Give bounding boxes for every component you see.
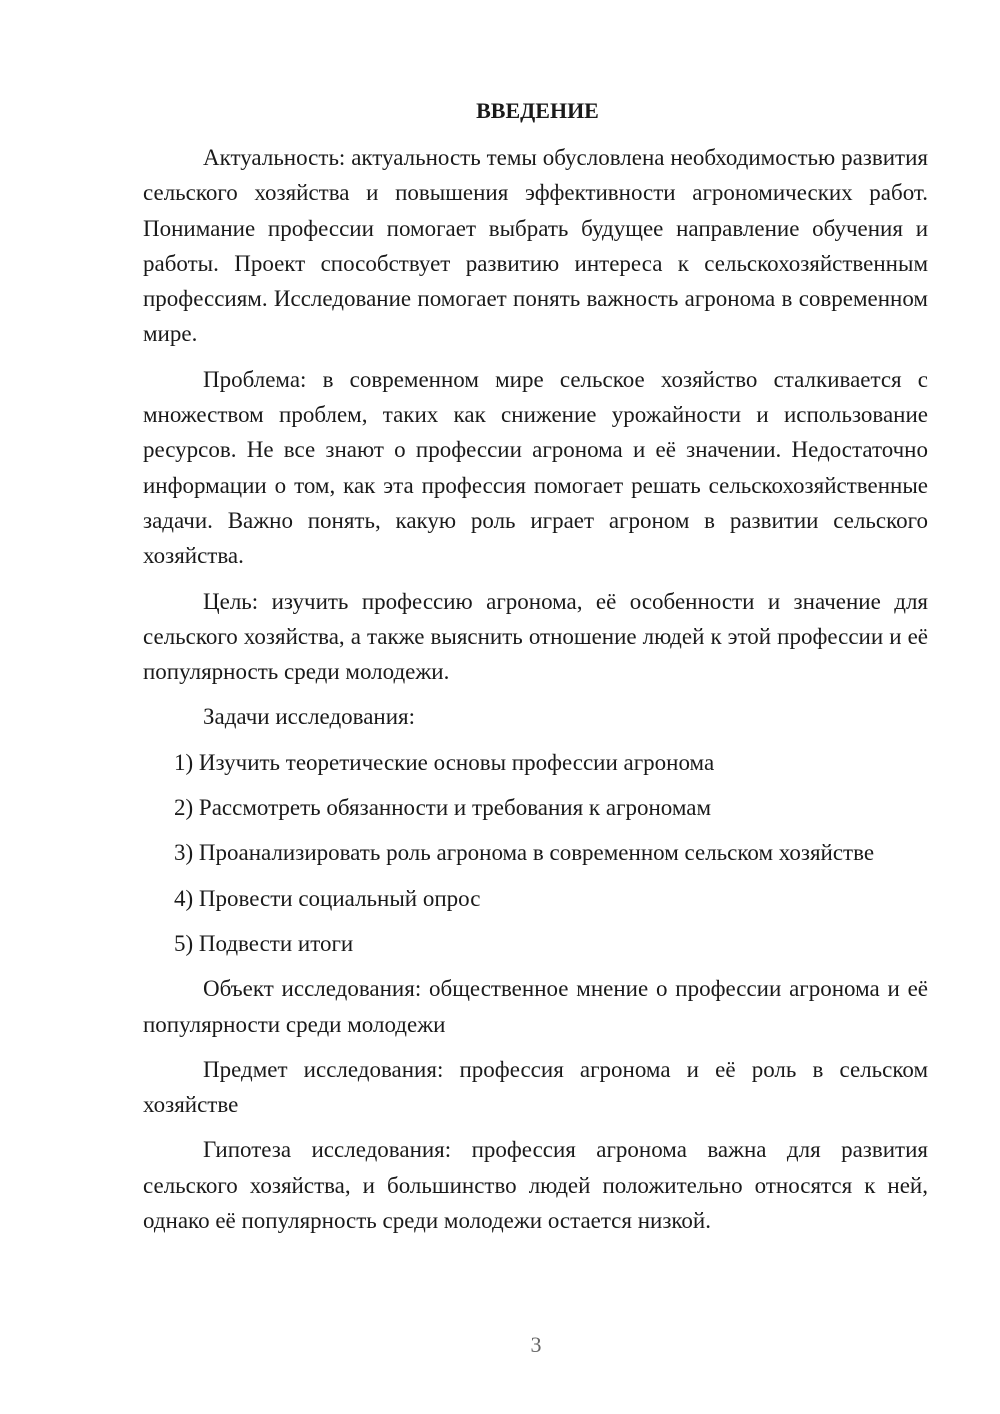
problem-paragraph: Проблема: в современном мире сельское хозяйство сталкивается с множеством проблем, таких как снижение урожайности и использование ресурсов. Не все знают о профессии агронома и её значении. Недостаточно информации о том, как эта профессия помогает решать сельскохозяйственные задачи. Важно понять, какую роль играет агроном в развитии сельского хозяйства. [143, 366, 928, 569]
object-paragraph: Объект исследования: общественное мнение о профессии агронома и её популярности среди молодежи [143, 976, 928, 1037]
page-content [143, 96, 928, 1248]
task-item-2: 2) Рассмотреть обязанности и требования к агрономам [174, 795, 712, 821]
task-item-3: 3) Проанализировать роль агронома в современном сельском хозяйстве [174, 840, 875, 866]
task-item-5: 5) Подвести итоги [174, 930, 354, 956]
relevance-paragraph: Актуальность: актуальность темы обусловлена необходимостью развития сельского хозяйства и повышения эффективности агрономических работ. Понимание профессии помогает выбрать будущее направление обучения и работы. Проект способствует развитию интереса к сельскохозяйственным профессиям. Исследование помогает понять важность агронома в современном мире. [143, 145, 928, 347]
subject-paragraph: Предмет исследования: профессия агронома и её роль в сельском хозяйстве [143, 1056, 928, 1118]
task-item-1: 1) Изучить теоретические основы профессии агронома [174, 749, 715, 775]
section-heading: ВВЕДЕНИЕ [476, 98, 599, 123]
goal-paragraph: Цель: изучить профессию агронома, её особенности и значение для сельского хозяйства, а также выяснить отношение людей к этой профессии и её популярность среди молодежи. [143, 588, 928, 685]
tasks-title: Задачи исследования: [203, 704, 416, 730]
hypothesis-paragraph: Гипотеза исследования: профессия агронома важна для развития сельского хозяйства, и большинство людей положительно относятся к ней, однако её популярность среди молодежи остается низкой. [143, 1137, 928, 1234]
task-item-4: 4) Провести социальный опрос [174, 885, 481, 911]
page-number: 3 [530, 1332, 542, 1357]
